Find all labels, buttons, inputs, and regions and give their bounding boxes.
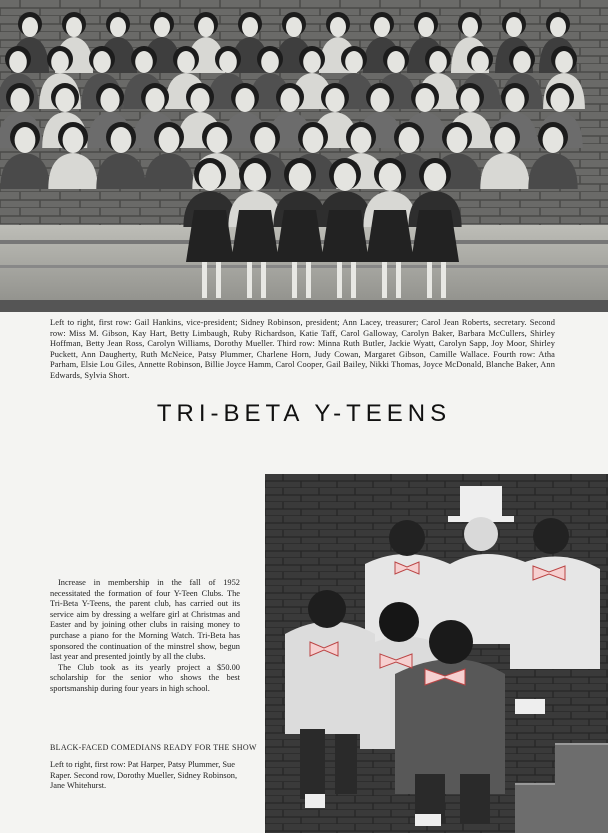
person-face — [280, 88, 299, 112]
group-photo-drawing — [0, 0, 608, 312]
person-face — [93, 51, 111, 73]
person-face — [261, 51, 279, 73]
person-leg — [427, 262, 432, 298]
person-face — [286, 17, 302, 37]
person-face — [135, 51, 153, 73]
group-photo-icon — [0, 0, 608, 312]
person-face — [460, 88, 479, 112]
person-face — [513, 51, 531, 73]
person-face — [505, 88, 524, 112]
page-title: TRI-BETA Y-TEENS — [156, 400, 452, 427]
person-face — [242, 17, 258, 37]
person-face — [543, 127, 564, 153]
person-face — [10, 88, 29, 112]
person-face — [418, 17, 434, 37]
minstrel-show-photo-icon — [265, 474, 608, 833]
person-face — [387, 51, 405, 73]
person-face — [55, 88, 74, 112]
article-body — [50, 578, 240, 695]
person-leg — [382, 262, 387, 298]
person-face — [370, 88, 389, 112]
person-face — [550, 17, 566, 37]
person-face — [63, 127, 84, 153]
person-face — [334, 163, 356, 191]
person-leg — [306, 262, 311, 298]
person-face — [325, 88, 344, 112]
person-face — [399, 127, 420, 153]
show-photo-drawing — [265, 474, 608, 833]
person-face — [374, 17, 390, 37]
person-face — [471, 51, 489, 73]
photo-subtitle: BLACK-FACED COMEDIANS READY FOR THE SHOW — [50, 743, 257, 752]
person-face — [154, 17, 170, 37]
person-face — [235, 88, 254, 112]
person-face — [244, 163, 266, 191]
person-face — [351, 127, 372, 153]
person-skirt — [411, 210, 459, 262]
person-face — [159, 127, 180, 153]
person-face — [9, 51, 27, 73]
person-face — [177, 51, 195, 73]
person-face — [303, 51, 321, 73]
person-face — [100, 88, 119, 112]
person-skirt — [276, 210, 324, 262]
person-face — [330, 17, 346, 37]
person-leg — [441, 262, 446, 298]
article-paragraph-1: Increase in membership in the fall of 1952 necessitated the formation of four Y-Teen Clubs. The Tri-Beta Y-Teens, the parent club, has carried out its service aim by dressing a welfare girl at Christmas and Easter and by joining other clubs in raising money to purchase a piano for the Morning Watch. Tri-Beta has sponsored the continuation of the minstrel show, begun last year and presented jointly by all the clubs. — [50, 578, 240, 662]
person-face — [303, 127, 324, 153]
person-face — [145, 88, 164, 112]
person-skirt — [321, 210, 369, 262]
person-face — [198, 17, 214, 37]
person-face — [447, 127, 468, 153]
person-leg — [292, 262, 297, 298]
person-face — [506, 17, 522, 37]
person-face — [207, 127, 228, 153]
person-face — [424, 163, 446, 191]
person-face — [289, 163, 311, 191]
person-skirt — [231, 210, 279, 262]
person-face — [495, 127, 516, 153]
person-face — [345, 51, 363, 73]
person-leg — [337, 262, 342, 298]
person-face — [379, 163, 401, 191]
person-face — [555, 51, 573, 73]
person-face — [199, 163, 221, 191]
person-skirt — [186, 210, 234, 262]
show-photo-caption: Left to right, first row: Pat Harper, Patsy Plummer, Sue Raper. Second row, Dorothy Mueller, Sidney Robinson, Jane Whitehurst. — [50, 760, 238, 791]
article-paragraph-2: The Club took as its yearly project a $50.00 scholarship for the senior who shows the best sportsmanship during four years in high school. — [50, 662, 240, 693]
person-face — [415, 88, 434, 112]
group-photo-caption: Left to right, first row: Gail Hankins, vice-president; Sidney Robinson, president; Ann Lacey, treasurer; Carol Jean Roberts, secretary. Second row: Miss M. Gibson, Kay Hart, Betty Limbaugh, Ruby Richardson, Katie Taff, Carol Galloway, Carolyn Baker, Barbara McCullers, Shirley Hoffman, Betty Jean Ross, Carolyn Williams, Dorothy Mueller. Third row: Minna Ruth Butler, Jackie Wyatt, Carolyn Sapp, Joy Moor, Shirley Puckett, Ann Daugherty, Ruth McNeice, Patsy Plummer, Charlene Horn, Judy Cowan, Margaret Gibson, Camille Wallace. Fourth row: Atha Parham, Elsie Lou Giles, Annette Robinson, Billie Joyce Hamm, Carol Cooper, Gail Bailey, Nikki Thomas, Joyce McDonald, Blanche Baker, Ann Edwards, Sylvia Short. — [50, 318, 555, 380]
person-leg — [247, 262, 252, 298]
person-skirt — [366, 210, 414, 262]
person-face — [429, 51, 447, 73]
person-face — [255, 127, 276, 153]
person-leg — [351, 262, 356, 298]
person-face — [15, 127, 36, 153]
person-face — [51, 51, 69, 73]
person-face — [219, 51, 237, 73]
person-face — [190, 88, 209, 112]
person-leg — [216, 262, 221, 298]
person-leg — [202, 262, 207, 298]
person-face — [22, 17, 38, 37]
person-leg — [261, 262, 266, 298]
person-face — [110, 17, 126, 37]
person-face — [462, 17, 478, 37]
person-leg — [396, 262, 401, 298]
person-face — [66, 17, 82, 37]
person-face — [550, 88, 569, 112]
person-face — [111, 127, 132, 153]
